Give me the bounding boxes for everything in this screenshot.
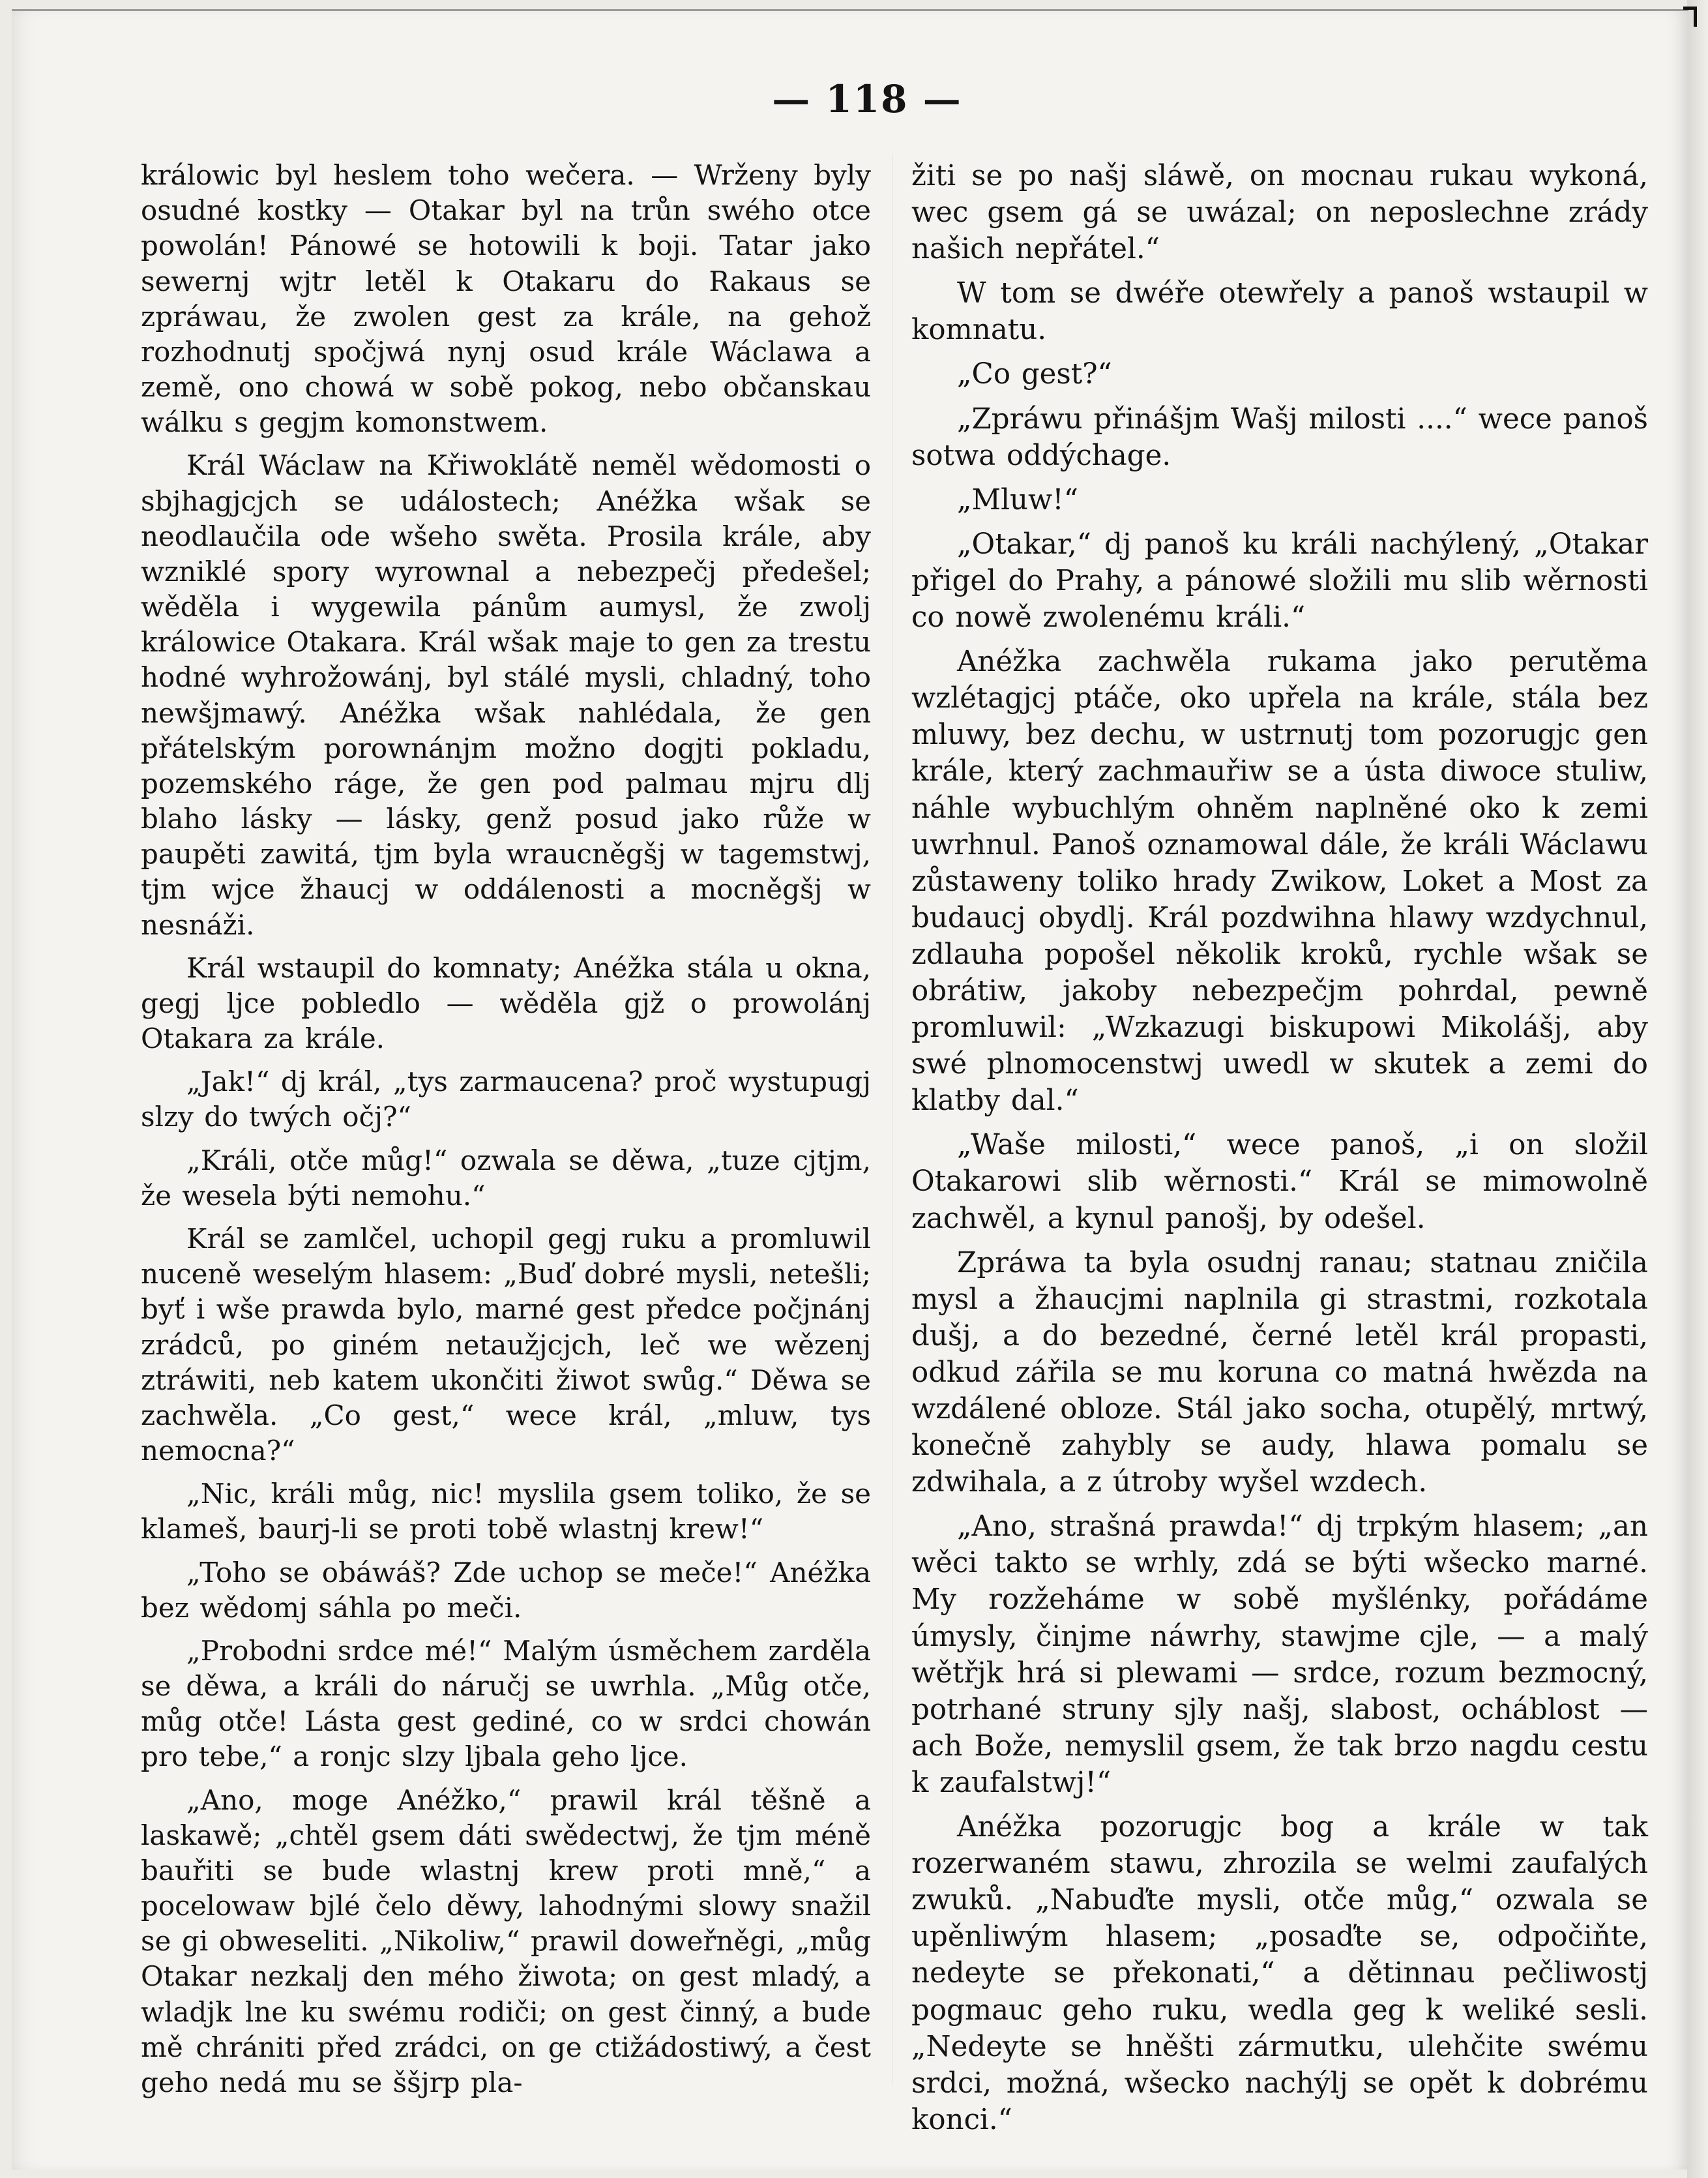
- paragraph: Zpráwa ta byla osudnj ranau; statnau zničila mysl a žhaucjmi naplnila gi strastmi, rozkotala dušj, a do bezedné, černé letěl král propasti, odkud zářila se mu koruna co matná hwězda na wzdálené obloze. Stál jako socha, otupělý, mrtwý, konečně zahybly se audy, hlawa pomalu se zdwihala, a z útroby wyšel wzdech.: [911, 1246, 1648, 1499]
- paragraph: Anéžka pozorugjc bog a krále w tak rozerwaném stawu, zhrozila se welmi zaufalých zwuků. „Nabuďte mysli, otče můg,“ ozwala se upěnliwým hlasem; „posaďte se, odpočiňte, nedeyte se překonati,“ a dětinnau pečliwostj pogmauc geho ruku, wedla geg k weliké sesli. „Nedeyte se hněšti zármutku, ulehčite swému srdci, možná, wšecko nachýlj se opět k dobrému konci.“: [911, 1811, 1648, 2136]
- paragraph: Král se zamlčel, uchopil gegj ruku a promluwil nuceně weselým hlasem: „Buď dobré mysli, netešli; byť i wše prawda bylo, marné gest předce počjnánj zrádců, po giném netaužjcjch, leč we wězenj ztráwiti, neb katem ukončiti žiwot swůg.“ Děwa se zachwěla. „Co gest,“ wece král, „mluw, tys nemocna?“: [141, 1222, 871, 1467]
- paragraph: „Ano, moge Anéžko,“ prawil král těšně a laskawě; „chtěl gsem dáti swědectwj, že tjm méně bauřiti se bude wlastnj krew proti mně,“ a pocelowaw bjlé čelo děwy, lahodnými slowy snažil se gi obweseliti. „Nikoliw,“ prawil doweřněgi, „můg Otakar nezkalj den mého žiwota; on gest mladý, a wladjk lne ku swému rodiči; on gest činný, a bude mě chrániti před zrádci, on ge ctižádostiwý, a čest geho nedá mu se ššjrp pla-: [141, 1783, 871, 2098]
- paragraph: králowic byl heslem toho wečera. — Wrženy byly osudné kostky — Otakar byl na trůn swého otce powolán! Pánowé se hotowili k boji. Tatar jako sewernj wjtr letěl k Otakaru do Rakaus se zpráwau, že zwolen gest za krále, na gehož rozhodnutj spočjwá nynj osud krále Wáclawa a země, ono chowá w sobě pokog, nebo občanskau wálku s gegjm komonstwem.: [141, 159, 871, 439]
- page-edge-shadow: [1687, 0, 1708, 2178]
- right-text-column: [911, 158, 1648, 2146]
- paragraph: „Ano, strašná prawda!“ dj trpkým hlasem; „an wěci takto se wrhly, zdá se býti wšecko marné. My rozžeháme w sobě myšlénky, pořádáme úmysly, činjme náwrhy, stawjme cjle, — a malý wětřjk hrá si plewami — srdce, rozum bezmocný, potrhané struny sjly našj, slabost, ocháblost — ach Bože, nemyslil gsem, že tak brzo nagdu cestu k zaufalstwj!“: [911, 1510, 1648, 1799]
- paragraph: „Králi, otče můg!“ ozwala se děwa, „tuze cjtjm, že wesela býti nemohu.“: [141, 1144, 871, 1212]
- paragraph: žiti se po našj sláwě, on mocnau rukau wykoná, wec gsem gá se uwázal; on neposlechne zrády našich nepřátel.“: [911, 160, 1648, 266]
- paragraph: Král wstaupil do komnaty; Anéžka stála u okna, gegj ljce pobledlo — wěděla gjž o prowolánj Otakara za krále.: [141, 951, 871, 1055]
- crop-mark: [1683, 7, 1697, 27]
- paragraph: „Otakar,“ dj panoš ku králi nachýlený, „Otakar přigel do Prahy, a pánowé složili mu slib wěrnosti co nowě zwolenému králi.“: [911, 528, 1648, 634]
- paragraph: Anéžka zachwěla rukama jako perutěma wzlétagjcj ptáče, oko upřela na krále, stála bez mluwy, bez dechu, w ustrnutj tom pozorugjc gen krále, který zachmauřiw se a ústa diwoce stuliw, náhle wybuchlým ohněm naplněné oko k zemi uwrhnul. Panoš oznamowal dále, že králi Wáclawu zůstaweny toliko hrady Zwikow, Loket a Most za budaucj obydlj. Král pozdwihna hlawy wzdychnul, zdlauha popošel několik kroků, rychle wšak se obrátiw, jakoby nebezpečjm pohrdal, pewně promluwil: „Wzkazugi biskupowi Mikolášj, aby swé plnomocenstwj uwedl w skutek a zemi do klatby dal.“: [911, 646, 1648, 1118]
- paragraph: „Zpráwu přinášjm Wašj milosti ....“ wece panoš sotwa oddýchage.: [911, 402, 1648, 472]
- paragraph: „Mluw!“: [957, 483, 1078, 516]
- paragraph: Král Wáclaw na Křiwoklátě neměl wědomosti o sbjhagjcjch se událostech; Anéžka wšak se neodlaučila ode wšeho swěta. Prosila krále, aby wzniklé spory wyrownal a nebezpečj předešel; wěděla i wygewila pánům aumysl, že zwolj králowice Otakara. Král wšak maje to gen za trestu hodné wyhrožowánj, byl stálé mysli, chladný, toho newšjmawý. Anéžka wšak nahlédala, že gen přátelským porownánjm možno dogjti pokladu, pozemského ráge, že gen pod palmau mjru dlj blaho lásky — lásky, genž posud jako růže w paupěti zawitá, tjm byla wraucněgšj w tagemstwj, tjm wjce žhaucj w oddálenosti a mocněgšj w nesnáži.: [141, 449, 871, 941]
- paragraph: „Toho se obáwáš? Zde uchop se meče!“ Anéžka bez wědomj sáhla po meči.: [141, 1556, 871, 1624]
- paragraph: „Co gest?“: [957, 358, 1112, 391]
- paragraph: „Jak!“ dj král, „tys zarmaucena? proč wystupugj slzy do twých očj?“: [141, 1066, 871, 1133]
- paragraph: „Nic, králi můg, nic! myslila gsem toliko, že se klameš, baurj-li se proti tobě wlastnj krew!“: [141, 1478, 871, 1545]
- paragraph: „Probodni srdce mé!“ Malým úsměchem zarděla se děwa, a králi do náručj se uwrhla. „Můg otče, můg otče! Lásta gest gediné, co w srdci chowán pro tebe,“ a ronjc slzy ljbala geho ljce.: [141, 1634, 871, 1773]
- page-number: — 118 —: [772, 77, 962, 121]
- paragraph: W tom se dwéře otewřely a panoš wstaupil w komnatu.: [911, 277, 1648, 347]
- left-text-column: [141, 158, 871, 2108]
- paragraph: „Waše milosti,“ wece panoš, „i on složil Otakarowi slib wěrnosti.“ Král se mimowolně zachwěl, a kynul panošj, by odešel.: [911, 1129, 1648, 1235]
